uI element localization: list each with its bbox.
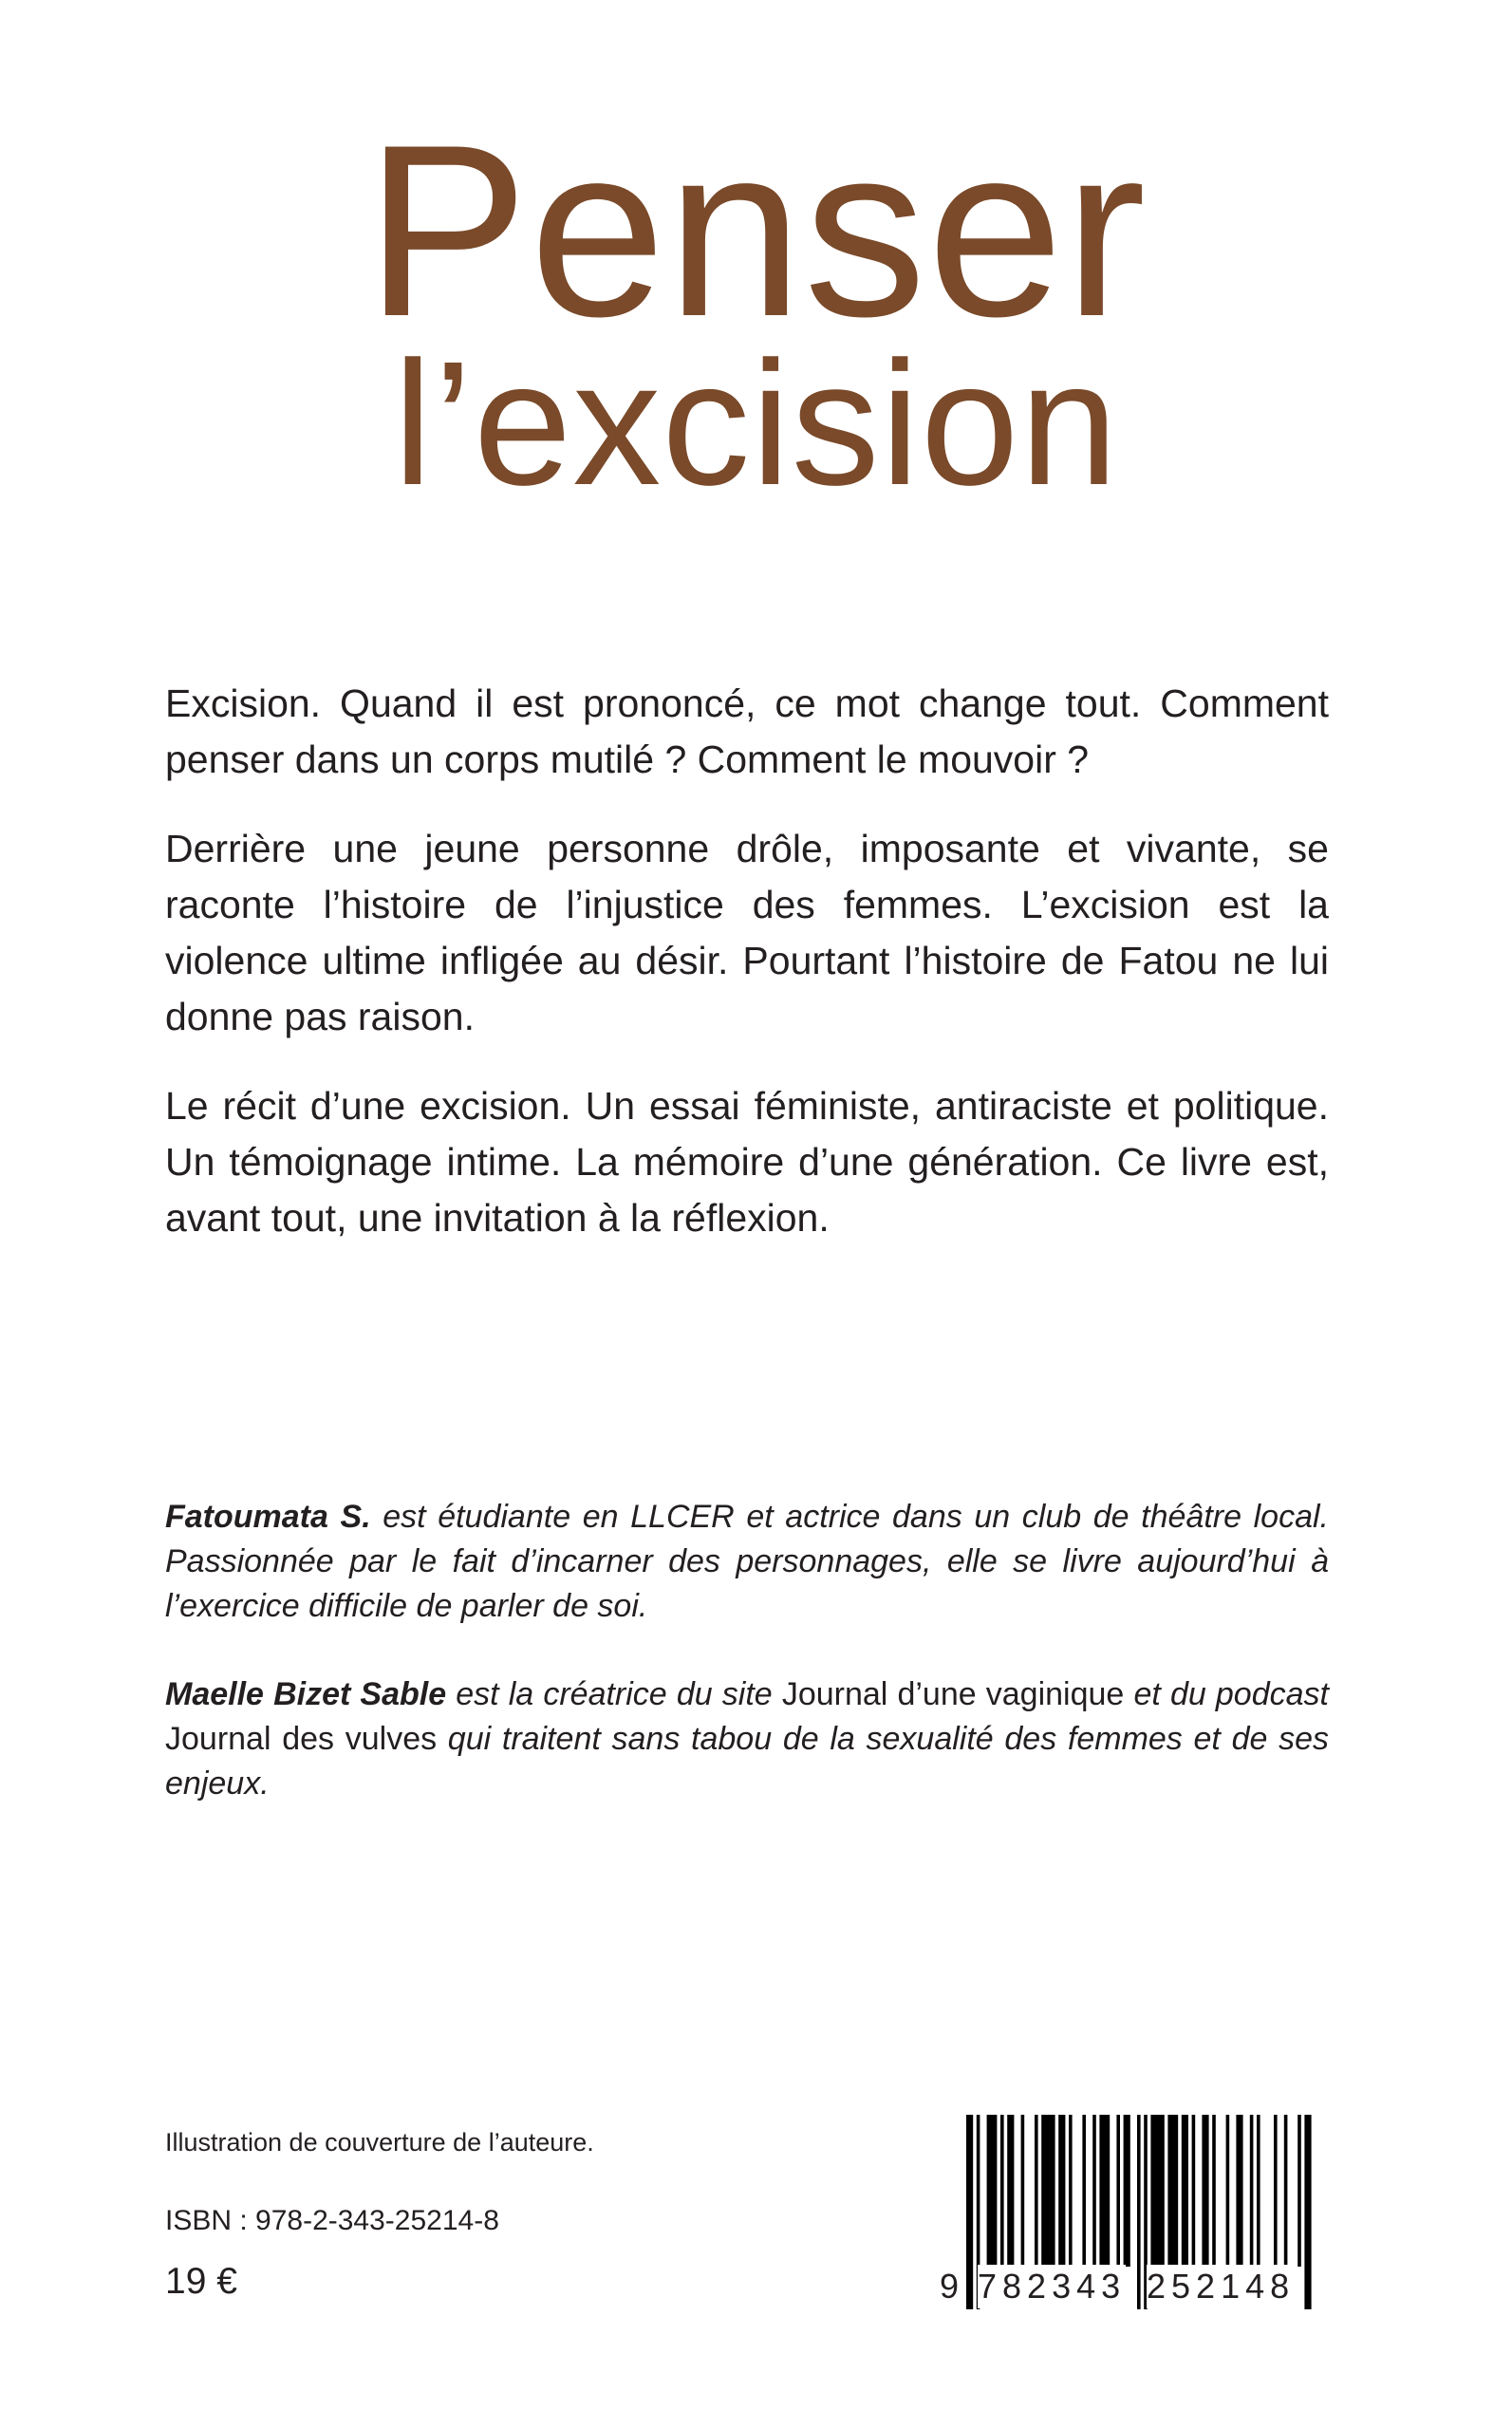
- barcode-bar: [1192, 2115, 1196, 2267]
- barcode-bar: [1250, 2115, 1254, 2267]
- barcode-bar: [1007, 2115, 1014, 2267]
- barcode-bar: [1274, 2115, 1278, 2267]
- barcode-bar: [1284, 2115, 1288, 2267]
- barcode-bar: [1257, 2115, 1260, 2267]
- barcode-bar: [1182, 2115, 1188, 2267]
- blurb-paragraph-3: Le récit d’une excision. Un essai féministe, antiraciste et politique. Un témoignage intime. La mémoire d’une génération. Ce livre est, avant tout, une invitation à la réflexion.: [165, 1084, 1329, 1240]
- book-title-line-1: Penser: [364, 93, 1148, 367]
- barcode-bar: [1212, 2115, 1216, 2267]
- barcode-bar: [1167, 2115, 1178, 2267]
- back-cover-blurb: [165, 676, 1329, 1279]
- blurb-paragraph-2: Derrière une jeune personne drôle, imposante et vivante, se raconte l’histoire de l’injustice des femmes. L’excision est la violence ultime infligée au désir. Pourtant l’histoire de Fatou ne lui donne pas raison.: [165, 827, 1329, 1038]
- blurb-paragraph-1: Excision. Quand il est prononcé, ce mot change tout. Comment penser dans un corps mutilé ? Comment le mouvoir ?: [165, 682, 1329, 781]
- barcode-bar: [1069, 2115, 1073, 2267]
- barcode-bar: [1021, 2115, 1025, 2267]
- author-bio-2: [165, 1672, 1329, 1806]
- barcode-bar: [1099, 2115, 1110, 2267]
- isbn-label: ISBN : 978-2-343-25214-8: [165, 2205, 499, 2236]
- barcode-bar: [1226, 2115, 1230, 2267]
- price-label: 19 €: [165, 2261, 237, 2302]
- podcast-title: Journal des vulves: [165, 1721, 438, 1757]
- author-bio-2-text-a: est la créatrice du site: [446, 1676, 782, 1712]
- barcode-bar: [1150, 2115, 1164, 2267]
- barcode-bar: [987, 2115, 998, 2267]
- barcode-left-group: 782343: [978, 2265, 1126, 2308]
- barcode-bar: [1124, 2115, 1130, 2267]
- site-title: Journal d’une vaginique: [781, 1676, 1125, 1712]
- barcode-bar: [1082, 2115, 1086, 2267]
- author-bio-1-text: est étudiante en LLCER et actrice dans un club de théâtre local. Passionnée par le fait d’incarner des personnages, elle se livre aujourd’hui à l’exercice difficile de parler de soi.: [165, 1499, 1329, 1624]
- author-bio-1: [165, 1495, 1329, 1629]
- barcode-bar: [1058, 2115, 1065, 2267]
- barcode-bar: [1297, 2115, 1301, 2267]
- barcode-right-group: 252148: [1147, 2265, 1295, 2308]
- barcode-bar: [1116, 2115, 1120, 2267]
- author-bio-2-text-c: qui traitent sans tabou de la sexualité des femmes et de ses enjeux.: [165, 1721, 1329, 1802]
- barcode-bar: [1000, 2115, 1004, 2267]
- barcode-bar: [1035, 2115, 1038, 2267]
- book-title-line-2: l’excision: [393, 326, 1119, 522]
- barcode-bar: [1092, 2115, 1096, 2267]
- barcode-first-digit: 9: [940, 2265, 959, 2308]
- author-bio-2-text-b: et du podcast: [1124, 1676, 1329, 1712]
- author-name-2: Maelle Bizet Sable: [165, 1676, 447, 1712]
- barcode-digits: [938, 2265, 1329, 2312]
- barcode-bar: [1202, 2115, 1208, 2267]
- author-bios: [165, 1495, 1329, 1850]
- barcode-bar: [1041, 2115, 1055, 2267]
- illustration-credit: Illustration de couverture de l’auteure.: [165, 2128, 594, 2157]
- barcode-bar: [1236, 2115, 1242, 2267]
- author-name-1: Fatoumata S.: [165, 1499, 371, 1535]
